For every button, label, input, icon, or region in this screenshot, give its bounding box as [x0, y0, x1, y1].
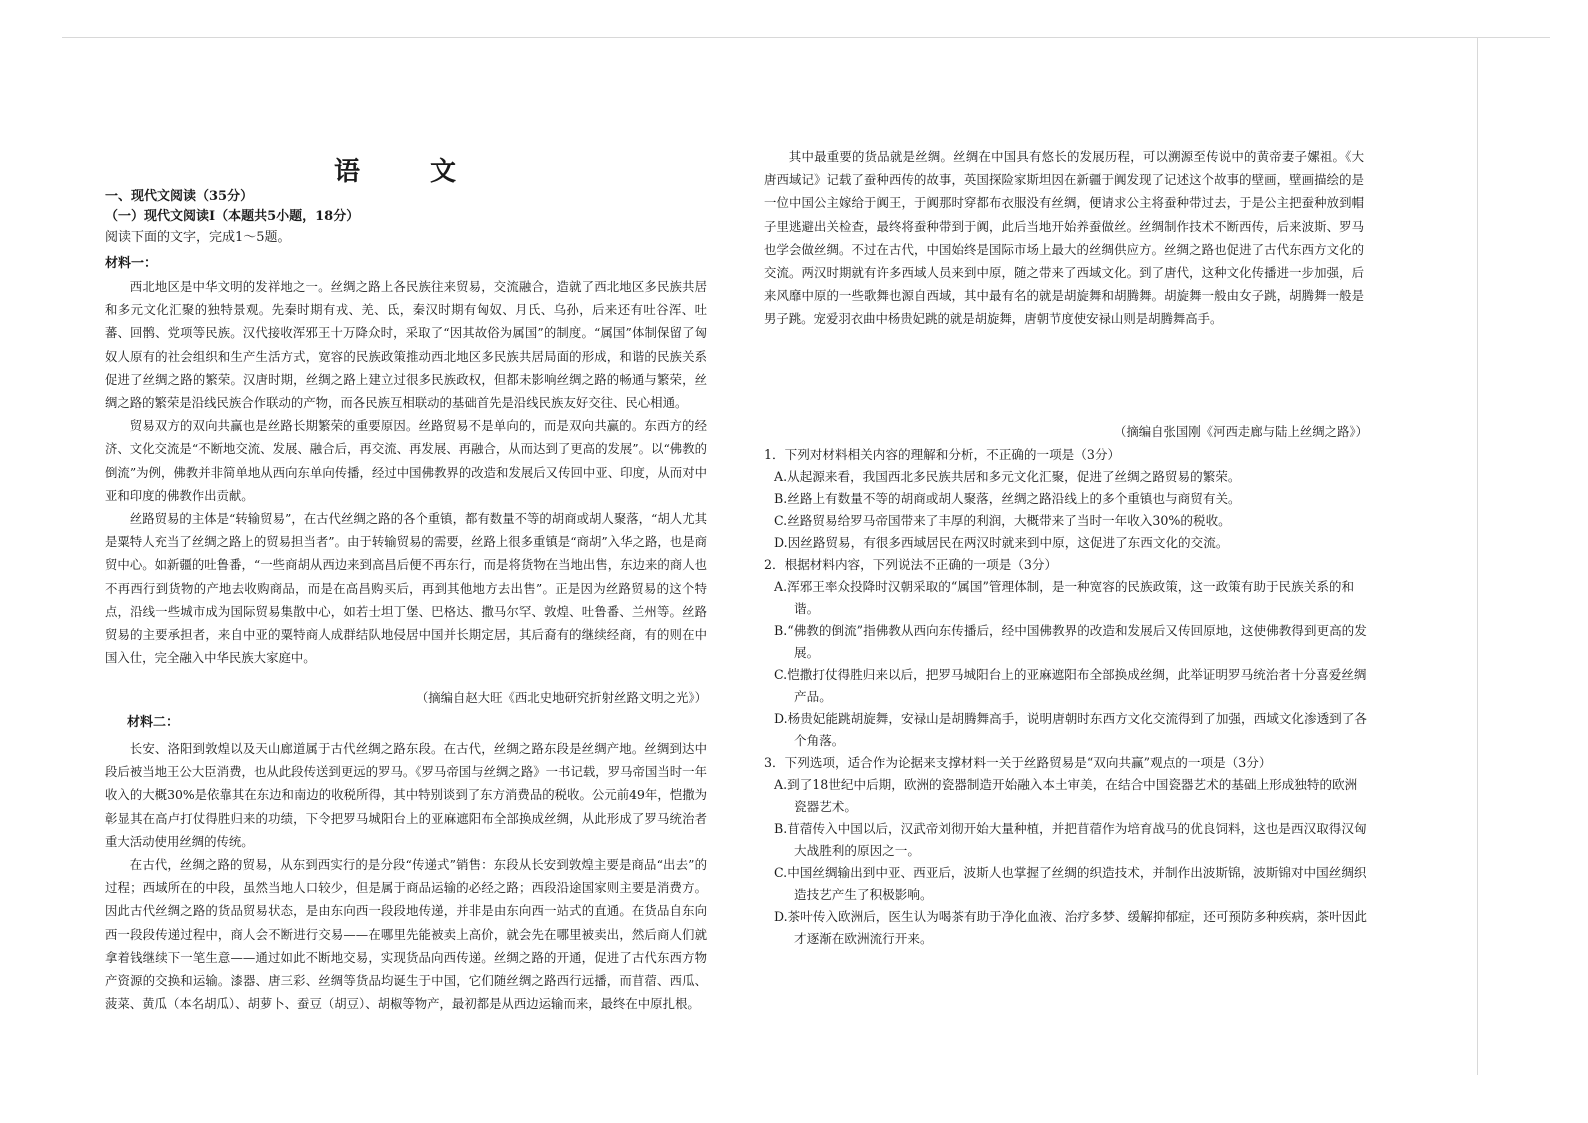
material2-text-part1	[105, 737, 707, 1012]
option-d: D.杨贵妃能跳胡旋舞，安禄山是胡腾舞高手，说明唐朝时东西方文化交流得到了加强，西域文化渗透到了各个角落。	[774, 711, 1367, 748]
page-edge-right	[1477, 37, 1478, 1075]
option-d: D.茶叶传入欧洲后，医生认为喝茶有助于净化血液、治疗多梦、缓解抑郁症，还可预防多种疾病，茶叶因此才逐渐在欧洲流行开来。	[774, 909, 1367, 946]
question-2	[764, 554, 1368, 752]
material1-paragraph: 西北地区是中华文明的发祥地之一。丝绸之路上各民族往来贸易，交流融合，造就了西北地区多民族共居和多元文化汇聚的独特景观。先秦时期有戎、羌、氐，秦汉时期有匈奴、月氏、乌孙，后来还有吐谷浑、吐蕃、回鹘、党项等民族。汉代接收浑邪王十万降众时，采取了“因其故俗为属国”的制度。“属国”体制保留了匈奴人原有的社会组织和生产生活方式，宽容的民族政策推动西北地区多民族共居局面的形成，和谐的民族关系促进了丝绸之路的繁荣。汉唐时期，丝绸之路上建立过很多民族政权，但都未影响丝绸之路的畅通与繁荣，丝绸之路的繁荣是沿线民族合作联动的产物，而各民族互相联动的基础首先是沿线民族友好交往、民心相通。	[105, 279, 707, 411]
option-c: C.丝路贸易给罗马帝国带来了丰厚的利润，大概带来了当时一年收入30%的税收。	[774, 513, 1231, 528]
material2-label: 材料二：	[127, 715, 180, 730]
option-b: B.丝路上有数量不等的胡商或胡人聚落，丝绸之路沿线上的多个重镇也与商贸有关。	[774, 491, 1241, 506]
option-c: C.中国丝绸输出到中亚、西亚后，波斯人也掌握了丝绸的织造技术，并制作出波斯锦，波斯锦对中国丝绸织造技艺产生了积极影响。	[774, 865, 1367, 902]
material1-source: （摘编自赵大旺《西北史地研究折射丝路文明之光》）	[415, 690, 707, 705]
option-b: B.苜蓿传入中国以后，汉武帝刘彻开始大量种植，并把苜蓿作为培育战马的优良饲料，这也是西汉取得汉匈大战胜利的原因之一。	[774, 821, 1367, 858]
questions-area	[764, 444, 1368, 950]
question-stem: 2．根据材料内容，下列说法不正确的一项是（3分）	[764, 557, 1058, 572]
option-c: C.恺撒打仗得胜归来以后，把罗马城阳台上的亚麻遮阳布全部换成丝绸，此举证明罗马统治者十分喜爱丝绸产品。	[774, 667, 1367, 704]
question-3	[764, 752, 1368, 950]
question-1	[764, 444, 1368, 554]
reading-instruction: 阅读下面的文字，完成1～5题。	[105, 230, 291, 245]
material2-source: （摘编自张国刚《河西走廊与陆上丝绸之路》）	[1113, 424, 1368, 439]
page-edge-top	[62, 37, 1550, 38]
question-stem: 1．下列对材料相关内容的理解和分析，不正确的一项是（3分）	[764, 447, 1121, 462]
material1-paragraph: 贸易双方的双向共赢也是丝路长期繁荣的重要原因。丝路贸易不是单向的，而是双向共赢的。东西方的经济、文化交流是“不断地交流、发展、融合后，再交流、再发展、再融合，从而达到了更高的发展”。以“佛教的倒流”为例，佛教并非简单地从西向东单向传播，经过中国佛教界的改造和发展后又传回中亚、印度，从而对中亚和印度的佛教作出贡献。	[105, 418, 707, 503]
option-a: A.浑邪王率众投降时汉朝采取的“属国”管理体制，是一种宽容的民族政策，这一政策有助于民族关系的和谐。	[774, 579, 1355, 616]
exam-title: 语 文	[333, 157, 478, 187]
material2-paragraph: 在古代，丝绸之路的贸易，从东到西实行的是分段“传递式”销售：东段从长安到敦煌主要是商品“出去”的过程；西域所在的中段，虽然当地人口较少，但是属于商品运输的必经之路；西段沿途国家则主要是消费方。因此古代丝绸之路的货品贸易状态，是由东向西一段段地传递，并非是由东向西一站式的直通。在货品自东向西一段段传递过程中，商人会不断进行交易——在哪里先能被卖上高价，就会先在哪里被卖出，然后商人们就拿着钱继续下一笔生意——通过如此不断地交易，实现货品向西传递。丝绸之路的开通，促进了古代东西方物产资源的交换和运输。漆器、唐三彩、丝绸等货品均诞生于中国，它们随丝绸之路西行远播，而苜蓿、西瓜、菠菜、黄瓜（本名胡瓜）、胡萝卜、蚕豆（胡豆）、胡椒等物产，最初都是从西边运输而来，最终在中原扎根。	[105, 857, 707, 1012]
material1-paragraph: 丝路贸易的主体是“转输贸易”，在古代丝绸之路的各个重镇，都有数量不等的胡商或胡人聚落，“胡人尤其是粟特人充当了丝绸之路上的贸易担当者”。由于转输贸易的需要，丝路上很多重镇是“商胡”入华之路，也是商贸中心。如新疆的吐鲁番，“一些商胡从西边来到高昌后便不再东行，而是将货物在当地出售，东边来的商人也不再西行到货物的产地去收购商品，而是在高昌购买后，再到其他地方去出售”。正是因为丝路贸易的这个特点，沿线一些城市成为国际贸易集散中心，如若士坦丁堡、巴格达、撒马尔罕、敦煌、吐鲁番、兰州等。丝路贸易的主要承担者，来自中亚的粟特商人成群结队地侵居中国并长期定居，其后裔有的继续经商，有的则在中国入仕，完全融入中华民族大家庭中。	[105, 511, 707, 666]
option-a: A.到了18世纪中后期，欧洲的瓷器制造开始融入本土审美，在结合中国瓷器艺术的基础上形成独特的欧洲瓷器艺术。	[774, 777, 1358, 814]
option-a: A.从起源来看，我国西北多民族共居和多元文化汇聚，促进了丝绸之路贸易的繁荣。	[774, 469, 1241, 484]
material1-text	[105, 275, 707, 669]
option-b: B.“佛教的倒流”指佛教从西向东传播后，经中国佛教界的改造和发展后又传回原地，这使佛教得到更高的发展。	[774, 623, 1367, 660]
section-heading: 一、现代文阅读（35分）	[105, 189, 254, 204]
material2-paragraph: 其中最重要的货品就是丝绸。丝绸在中国具有悠长的发展历程，可以溯源至传说中的黄帝妻子嫘祖。《大唐西域记》记载了蚕种西传的故事，英国探险家斯坦因在新疆于阗发现了记述这个故事的壁画，壁画描绘的是一位中国公主嫁给于阗王，于阗那时穿都布衣服没有丝绸，便请求公主将蚕种带过去，于是公主把蚕种放到帽子里逃避出关检查，最终将蚕种带到于阗，此后当地开始养蚕做丝。丝绸制作技术不断西传，后来波斯、罗马也学会做丝绸。不过在古代，中国始终是国际市场上最大的丝绸供应方。丝绸之路也促进了古代东西方文化的交流。两汉时期就有许多西域人员来到中原，随之带来了西域文化。到了唐代，这种文化传播进一步加强，后来风靡中原的一些歌舞也源自西域，其中最有名的就是胡旋舞和胡腾舞。胡旋舞一般由女子跳，胡腾舞一般是男子跳。宠爱羽衣曲中杨贵妃跳的就是胡旋舞，唐朝节度使安禄山则是胡腾舞高手。	[764, 149, 1364, 327]
material2-text-part2	[764, 145, 1364, 415]
option-d: D.因丝路贸易，有很多西域居民在两汉时就来到中原，这促进了东西文化的交流。	[774, 535, 1229, 550]
subsection-heading: （一）现代文阅读Ⅰ（本题共5小题，18分）	[105, 209, 360, 224]
question-stem: 3．下列选项，适合作为论据来支撑材料一关于丝路贸易是“双向共赢”观点的一项是（3分）	[764, 755, 1272, 770]
material2-paragraph: 长安、洛阳到敦煌以及天山廊道属于古代丝绸之路东段。在古代，丝绸之路东段是丝绸产地。丝绸到达中段后被当地王公大臣消费，也从此段传送到更远的罗马。《罗马帝国与丝绸之路》一书记载，罗马帝国当时一年收入的大概30%是依靠其在东边和南边的收税所得，其中特别谈到了东方消费品的税收。公元前49年，恺撒为彰显其在高卢打仗得胜归来的功绩，下令把罗马城阳台上的亚麻遮阳布全部换成丝绸，从此形成了罗马统治者重大活动使用丝绸的传统。	[105, 741, 707, 849]
material1-label: 材料一：	[105, 256, 158, 271]
